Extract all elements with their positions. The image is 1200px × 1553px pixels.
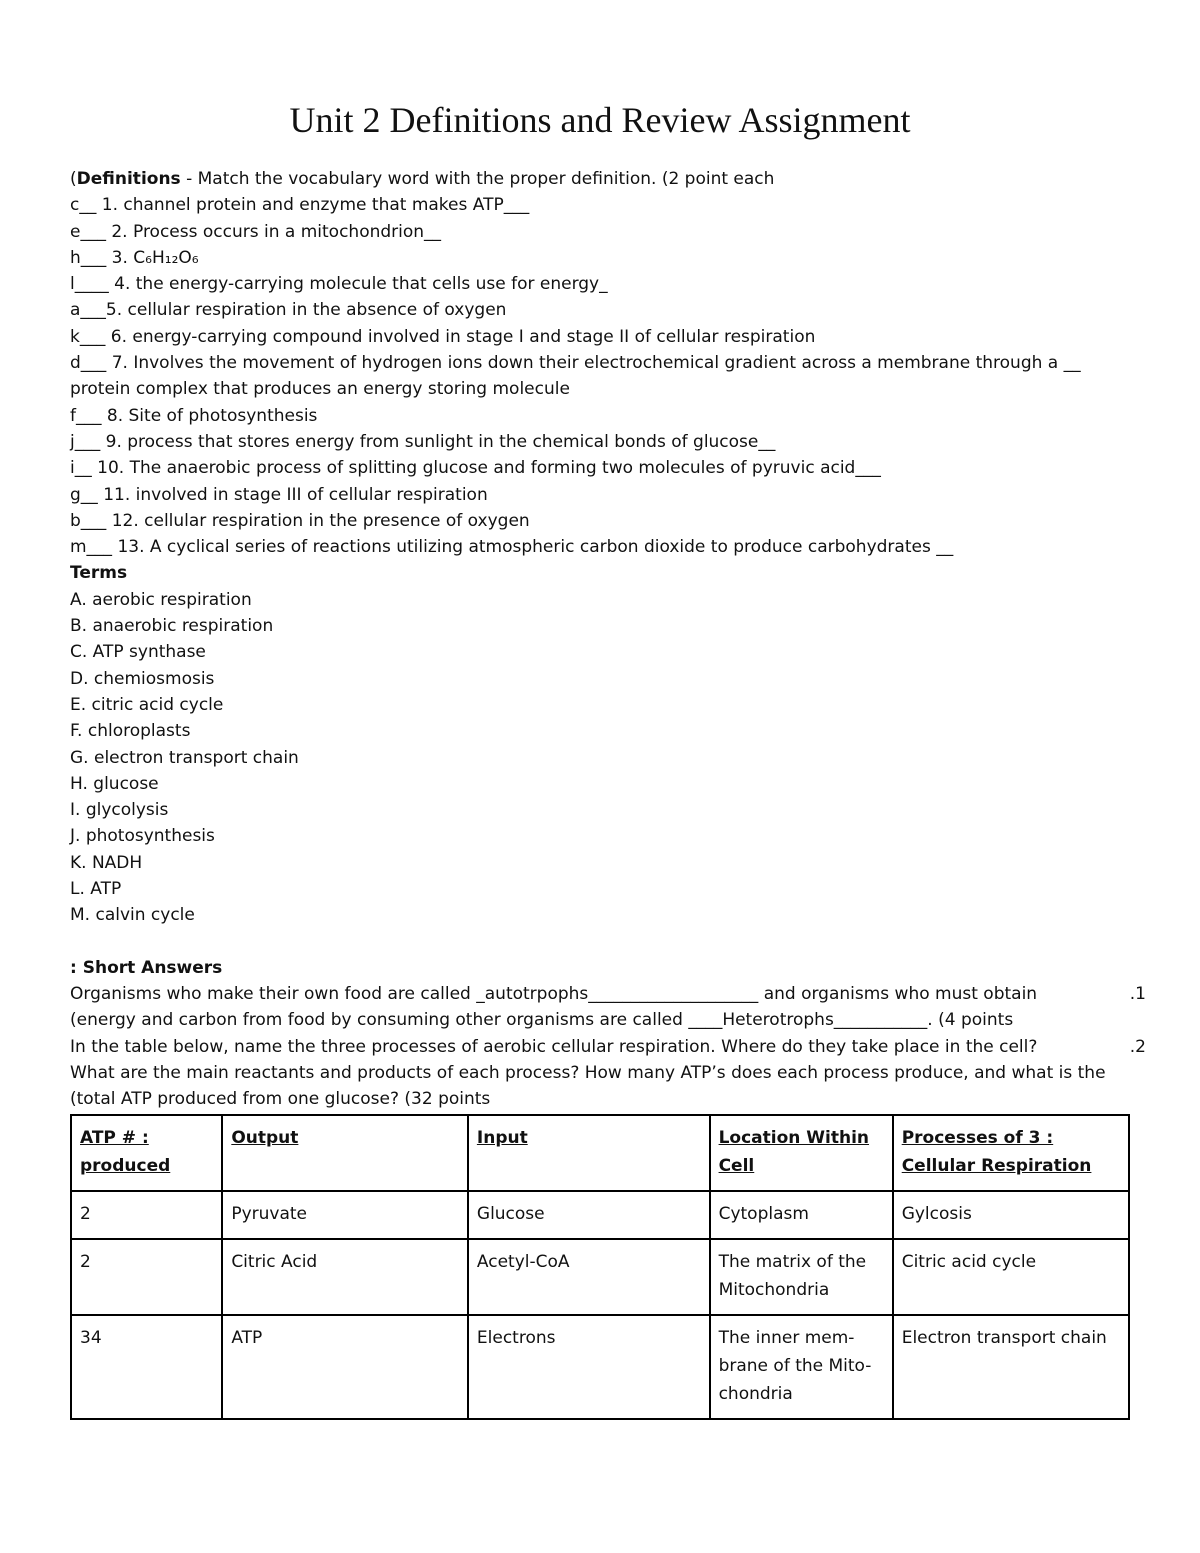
- intro-paren: (: [70, 169, 77, 189]
- question-2-line-3: (total ATP produced from one glucose? (32 points: [70, 1089, 491, 1110]
- definition-item: c__ 1. channel protein and enzyme that makes ATP___: [70, 195, 530, 216]
- table-row: [71, 1239, 1129, 1315]
- definition-item: d___ 7. Involves the movement of hydrogen ions down their electrochemical gradient across a membrane through a __ protein complex that produces an energy storing molecule: [70, 353, 1081, 400]
- cell-atp: 34: [71, 1315, 222, 1419]
- definitions-intro: [70, 166, 1140, 192]
- question-1-line-2: (energy and carbon from food by consuming other organisms are called ____Heterotrophs___________. (4 points: [70, 1010, 1014, 1031]
- question-1-number: .1: [1129, 983, 1146, 1004]
- definition-item: l____ 4. the energy-carrying molecule that cells use for energy_: [70, 274, 608, 295]
- term-item: F. chloroplasts: [70, 721, 191, 742]
- term-item: E. citric acid cycle: [70, 694, 224, 715]
- definition-item: k___ 6. energy-carrying compound involved in stage I and stage II of cellular respiration: [70, 326, 816, 347]
- definition-item: m___ 13. A cyclical series of reactions utilizing atmospheric carbon dioxide to produce carbohydrates __: [70, 537, 954, 558]
- question-2-text: In the table below, name the three processes of aerobic cellular respiration. Where do they take place in the cell?: [70, 1036, 1038, 1057]
- term-item: L. ATP: [70, 879, 122, 900]
- header-input: Input: [468, 1115, 710, 1191]
- section-spacer: [70, 929, 1140, 955]
- definition-item: j___ 9. process that stores energy from sunlight in the chemical bonds of glucose__: [70, 431, 776, 452]
- header-atp-produced: ATP # : produced: [71, 1115, 222, 1191]
- cell-process: Electron transport chain: [893, 1315, 1129, 1419]
- cell-input: Acetyl-CoA: [468, 1239, 710, 1315]
- table-header-row: [71, 1115, 1129, 1191]
- cell-atp: 2: [71, 1191, 222, 1239]
- cell-atp: 2: [71, 1239, 222, 1315]
- page-title: Unit 2 Definitions and Review Assignment: [289, 100, 911, 140]
- definition-item: f___ 8. Site of photosynthesis: [70, 405, 318, 426]
- short-answers-heading: : Short Answers: [70, 957, 223, 978]
- question-2-number: .2: [1129, 1036, 1146, 1057]
- term-item: G. electron transport chain: [70, 747, 299, 768]
- definition-item: g__ 11. involved in stage III of cellular respiration: [70, 484, 488, 505]
- term-item: J. photosynthesis: [70, 826, 215, 847]
- assignment-body: [70, 166, 1146, 1112]
- table-row: [71, 1191, 1129, 1239]
- cell-output: Citric Acid: [222, 1239, 468, 1315]
- term-item: I. glycolysis: [70, 800, 169, 821]
- header-output: Output: [222, 1115, 468, 1191]
- question-1-text: Organisms who make their own food are called _autotrpophs____________________ and organisms who must obtain: [70, 983, 1038, 1004]
- term-item: B. anaerobic respiration: [70, 616, 274, 637]
- term-item: M. calvin cycle: [70, 905, 195, 926]
- header-processes: Processes of 3 : Cellular Respiration: [893, 1115, 1129, 1191]
- cell-location: The inner mem-brane of the Mito-chondria: [710, 1315, 893, 1419]
- cell-input: Electrons: [468, 1315, 710, 1419]
- respiration-table: [70, 1114, 1130, 1420]
- cell-input: Glucose: [468, 1191, 710, 1239]
- question-1-line-1: [70, 981, 1146, 1007]
- table-row: [71, 1315, 1129, 1419]
- definition-item: b___ 12. cellular respiration in the presence of oxygen: [70, 510, 530, 531]
- cell-location: The matrix of the Mitochondria: [710, 1239, 893, 1315]
- term-item: H. glucose: [70, 773, 159, 794]
- cell-location: Cytoplasm: [710, 1191, 893, 1239]
- definition-item: a___5. cellular respiration in the absence of oxygen: [70, 300, 507, 321]
- definition-item: h___ 3. C₆H₁₂O₆: [70, 247, 199, 268]
- term-item: K. NADH: [70, 852, 143, 873]
- definitions-instructions: - Match the vocabulary word with the proper definition. (2 point each: [180, 169, 775, 189]
- cell-output: ATP: [222, 1315, 468, 1419]
- definition-item: i__ 10. The anaerobic process of splitting glucose and forming two molecules of pyruvic acid___: [70, 458, 881, 479]
- question-2-line-2: What are the main reactants and products of each process? How many ATP’s does each process produce, and what is the: [70, 1062, 1106, 1083]
- term-item: C. ATP synthase: [70, 642, 206, 663]
- header-location: Location Within Cell: [710, 1115, 893, 1191]
- term-item: A. aerobic respiration: [70, 589, 252, 610]
- definition-item: e___ 2. Process occurs in a mitochondrion__: [70, 221, 442, 242]
- term-item: D. chemiosmosis: [70, 668, 215, 689]
- cell-output: Pyruvate: [222, 1191, 468, 1239]
- definitions-heading: Definitions: [76, 169, 181, 189]
- question-2-line-1: [70, 1034, 1146, 1060]
- terms-heading: Terms: [70, 563, 128, 584]
- cell-process: Citric acid cycle: [893, 1239, 1129, 1315]
- cell-process: Gylcosis: [893, 1191, 1129, 1239]
